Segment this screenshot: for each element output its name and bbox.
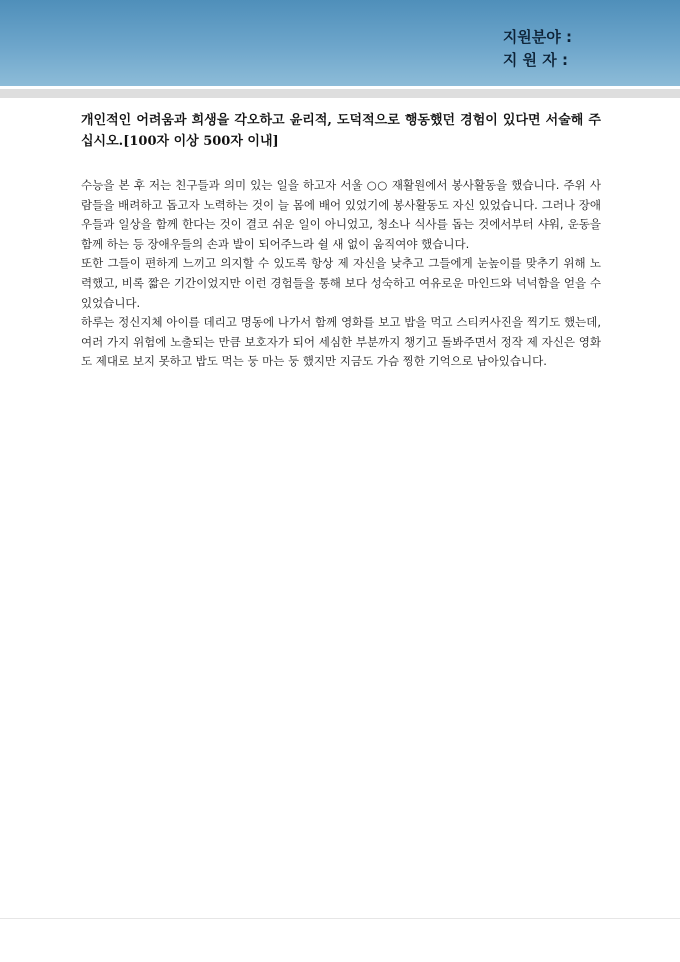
applicant-label: 지 원 자 : <box>502 51 568 69</box>
header-band <box>0 0 680 86</box>
answer-paragraph: 하루는 정신지체 아이를 데리고 명동에 나가서 함께 영화를 보고 밥을 먹고 스티커사진을 찍기도 했는데, 여러 가지 위험에 노출되는 만큼 보호자가 되어 세심한 부분까지 챙기고 돌봐주면서 정작 제 자신은 영화도 제대로 보지 못하고 밥도 먹는 둥 마는 둥 했지만 지금도 가슴 찡한 기억으로 남아있습니다. <box>81 315 601 369</box>
footer-divider <box>0 918 680 919</box>
answer-body <box>81 176 601 372</box>
applicant-info <box>503 26 572 72</box>
field-label: 지원분야 : <box>502 28 572 46</box>
question-heading: 개인적인 어려움과 희생을 각오하고 윤리적, 도덕적으로 행동했던 경험이 있다면 서술해 주십시오.[100자 이상 500자 이내] <box>81 113 601 149</box>
answer-paragraph: 수능을 본 후 저는 친구들과 의미 있는 일을 하고자 서울 ○○ 재활원에서 봉사활동을 했습니다. 주위 사람들을 배려하고 돕고자 노력하는 것이 늘 몸에 배어 있었기에 봉사활동도 자신 있었습니다. 그러나 장애우들과 일상을 함께 한다는 것이 결코 쉬운 일이 아니었고, 청소나 식사를 돕는 것에서부터 샤워, 운동을 함께 하는 등 장애우들의 손과 발이 되어주느라 쉴 새 없이 움직여야 했습니다. <box>81 178 601 251</box>
header-strip <box>0 89 680 98</box>
answer-paragraph: 또한 그들이 편하게 느끼고 의지할 수 있도록 항상 제 자신을 낮추고 그들에게 눈높이를 맞추기 위해 노력했고, 비록 짧은 기간이었지만 이런 경험들을 통해 보다 성숙하고 여유로운 마인드와 넉넉함을 얻을 수 있었습니다. <box>81 256 601 310</box>
